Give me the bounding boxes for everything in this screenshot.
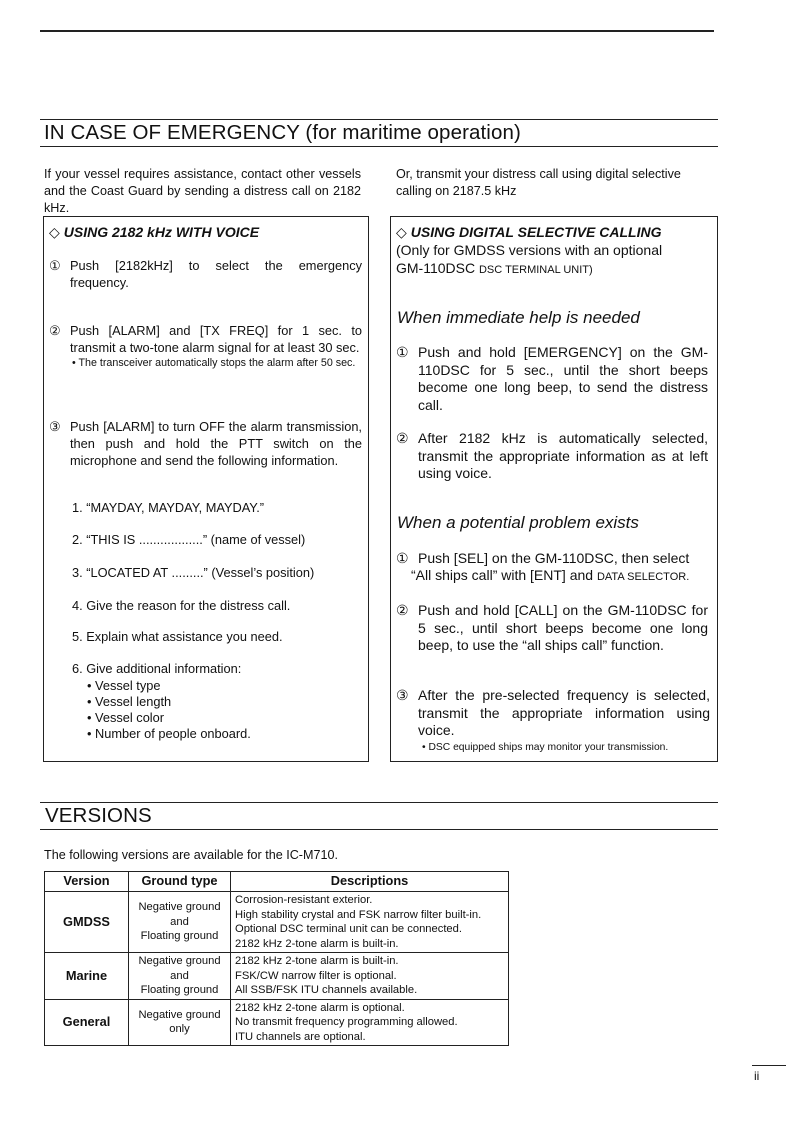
dsc-potential-step-2: ② Push and hold [CALL] on the GM-110DSC for 5 sec., until short beeps become one long beep, to use the “all ships call” function. <box>396 602 708 653</box>
dsc-immediate-step-2: ② After 2182 kHz is automatically selected, transmit the appropriate information as at left using voice. <box>396 430 708 481</box>
diamond-icon: ◇ <box>396 224 407 240</box>
emergency-intro-right: Or, transmit your distress call using digital selective calling on 2187.5 kHz <box>396 167 681 198</box>
emergency-intro-left: If your vessel requires assistance, contact other vessels and the Coast Guard by sending a distress call on 2182 kHz. <box>44 167 361 215</box>
voice-item-3: 3. “LOCATED AT .........” (Vessel’s position) <box>72 565 315 580</box>
section-top-rule <box>40 119 718 120</box>
table-header: Ground type <box>129 872 231 892</box>
versions-title: VERSIONS <box>45 804 152 827</box>
table-header: Version <box>45 872 129 892</box>
diamond-icon: ◇ <box>49 224 60 240</box>
dsc-box-heading: ◇ USING DIGITAL SELECTIVE CALLING <box>396 224 662 240</box>
table-row <box>45 953 509 1000</box>
emergency-title: IN CASE OF EMERGENCY (for maritime operation) <box>44 121 521 144</box>
table-row <box>45 999 509 1046</box>
voice-subitem-4: • Number of people onboard. <box>87 726 251 741</box>
voice-step-3: ③ Push [ALARM] to turn OFF the alarm transmission, then push and hold the PTT switch on the microphone and send the following information. <box>49 419 362 468</box>
ground-cell: Negative ground and Floating ground <box>129 953 231 1000</box>
ground-cell: Negative ground and Floating ground <box>129 892 231 953</box>
voice-item-5: 5. Explain what assistance you need. <box>72 629 283 644</box>
voice-item-6: 6. Give additional information: <box>72 661 242 676</box>
versions-table <box>44 871 509 1046</box>
dsc-procedure-box <box>390 216 718 762</box>
dsc-potential-step-1-line2: “All ships call” with [ENT] and DATA SELECTOR. <box>411 567 690 583</box>
top-rule <box>40 30 714 32</box>
page-number: ii <box>754 1069 760 1083</box>
version-cell: GMDSS <box>45 892 129 953</box>
voice-step-2-note: • The transceiver automatically stops the alarm after 50 sec. <box>72 357 356 369</box>
dsc-subheading-immediate: When immediate help is needed <box>397 308 640 327</box>
voice-step-2: ② Push [ALARM] and [TX FREQ] for 1 sec. to transmit a two-tone alarm signal for at least 30 sec. <box>49 323 362 355</box>
voice-procedure-box <box>43 216 369 762</box>
dsc-subheading-potential: When a potential problem exists <box>397 513 639 532</box>
dsc-box-note-line2: GM-110DSC DSC TERMINAL UNIT) <box>396 260 593 276</box>
versions-intro: The following versions are available for the IC-M710. <box>44 848 338 862</box>
voice-item-4: 4. Give the reason for the distress call. <box>72 598 291 613</box>
voice-item-1: 1. “MAYDAY, MAYDAY, MAYDAY.” <box>72 500 265 515</box>
ground-cell: Negative ground only <box>129 999 231 1046</box>
version-cell: Marine <box>45 953 129 1000</box>
voice-box-heading: ◇ USING 2182 kHz WITH VOICE <box>49 224 260 240</box>
descriptions-cell: 2182 kHz 2-tone alarm is optional. No transmit frequency programming allowed. ITU channels are optional. <box>231 999 509 1046</box>
voice-item-2: 2. “THIS IS ..................” (name of vessel) <box>72 532 306 547</box>
voice-subitem-2: • Vessel length <box>87 694 172 709</box>
voice-step-1: ① Push [2182kHz] to select the emergency frequency. <box>49 258 362 290</box>
descriptions-cell: 2182 kHz 2-tone alarm is built-in. FSK/CW narrow filter is optional. All SSB/FSK ITU channels available. <box>231 953 509 1000</box>
descriptions-cell: Corrosion-resistant exterior. High stability crystal and FSK narrow filter built-in. Optional DSC terminal unit can be connected. 2182 kHz 2-tone alarm is built-in. <box>231 892 509 953</box>
table-header-row <box>45 872 509 892</box>
dsc-immediate-step-1: ① Push and hold [EMERGENCY] on the GM-110DSC for 5 sec., until the short beeps become one long beep, to send the distress call. <box>396 344 708 413</box>
dsc-potential-step-1: ① Push [SEL] on the GM-110DSC, then select <box>396 550 690 566</box>
versions-bottom-rule <box>40 829 718 830</box>
table-row <box>45 892 509 953</box>
table-header: Descriptions <box>231 872 509 892</box>
voice-subitem-1: • Vessel type <box>87 678 161 693</box>
dsc-potential-step-3-note: • DSC equipped ships may monitor your transmission. <box>422 742 669 753</box>
page-number-rule <box>752 1065 786 1066</box>
dsc-box-note-line1: (Only for GMDSS versions with an optional <box>396 242 663 258</box>
versions-top-rule <box>40 802 718 803</box>
dsc-potential-step-3: ③ After the pre-selected frequency is selected, transmit the appropriate information using voice. <box>396 687 710 738</box>
section-bottom-rule <box>40 146 718 147</box>
version-cell: General <box>45 999 129 1046</box>
voice-subitem-3: • Vessel color <box>87 710 165 725</box>
